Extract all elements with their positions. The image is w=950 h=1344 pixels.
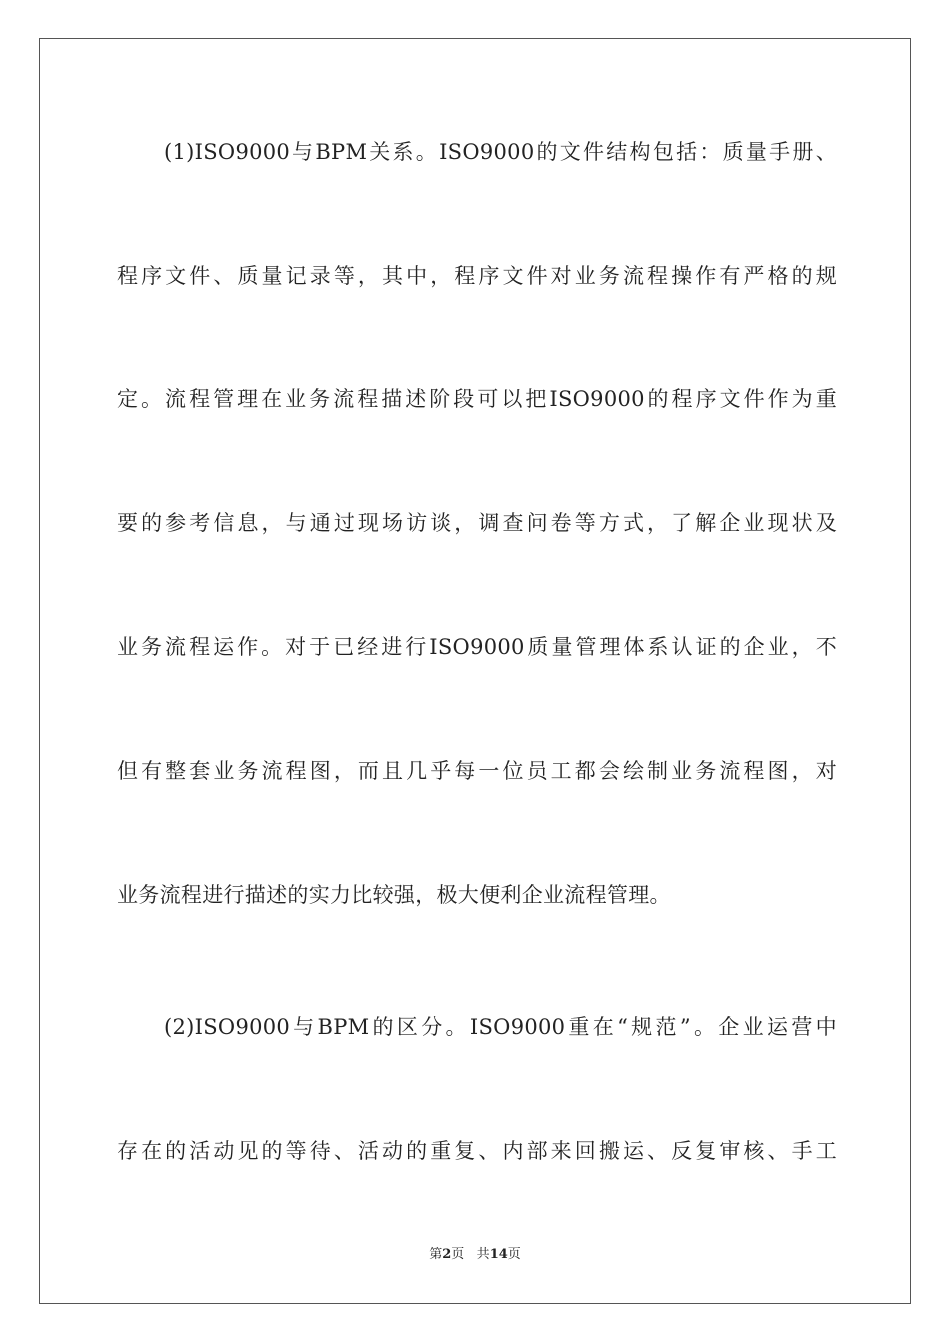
paragraph-2-line-2: 存在的活动见的等待、活动的重复、内部来回搬运、反复审核、手工 [117, 1139, 837, 1163]
paragraph-1-line-2: 程序文件、质量记录等，其中，程序文件对业务流程操作有严格的规 [117, 264, 837, 288]
page-border [39, 38, 911, 1304]
total-pages: 14 [489, 1247, 508, 1262]
paragraph-1-line-6: 但有整套业务流程图，而且几乎每一位员工都会绘制业务流程图，对 [117, 759, 837, 783]
paragraph-1-line-4: 要的参考信息，与通过现场访谈，调查问卷等方式，了解企业现状及 [117, 511, 837, 535]
page-footer [0, 1243, 950, 1262]
paragraph-1-line-1: (1)ISO9000与BPM关系。ISO9000的文件结构包括：质量手册、 [164, 140, 837, 164]
page-suffix: 页 [451, 1247, 465, 1262]
paragraph-2-line-1: (2)ISO9000与BPM的区分。ISO9000重在“规范”。企业运营中 [164, 1015, 837, 1039]
total-suffix: 页 [507, 1247, 521, 1262]
page-number: 2 [442, 1247, 452, 1262]
paragraph-1-line-7: 业务流程进行描述的实力比较强，极大便利企业流程管理。 [117, 883, 671, 907]
paragraph-1-line-3: 定。流程管理在业务流程描述阶段可以把ISO9000的程序文件作为重 [117, 387, 837, 411]
paragraph-1-line-5: 业务流程运作。对于已经进行ISO9000质量管理体系认证的企业，不 [117, 635, 837, 659]
total-prefix: 共 [476, 1247, 490, 1262]
page-prefix: 第 [429, 1247, 443, 1262]
